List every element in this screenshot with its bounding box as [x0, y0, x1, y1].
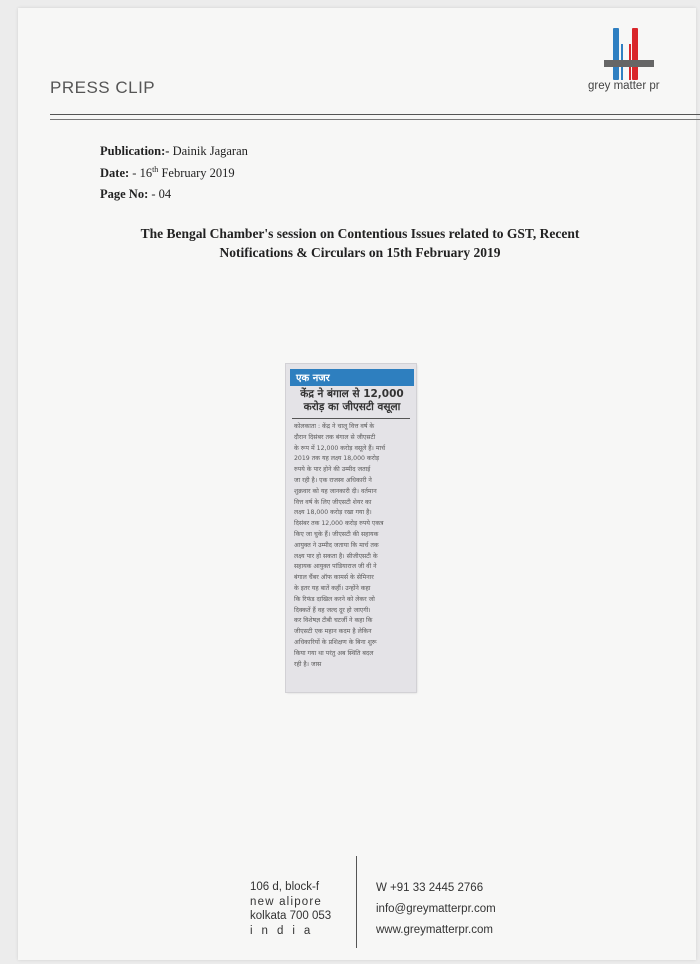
page-number-line: [100, 187, 171, 202]
clipping-body-line: आयुक्त ने उम्मीद जताया कि मार्च तक: [294, 541, 379, 549]
date-sup: th: [152, 165, 159, 174]
clipping-body-line: कोलकाता : केंद्र ने चालू वित्त वर्ष के: [294, 423, 375, 430]
clipping-body-line: किए जा चुके हैं। जीएसटी की सहायक: [294, 530, 379, 538]
headline-line-2: Notifications & Circulars on 15th February 2019: [219, 245, 501, 260]
page-title: PRESS CLIP: [50, 78, 156, 97]
email-link[interactable]: info@greymatterpr.com: [376, 903, 496, 915]
clipping-body-line: अधिकारियों के प्रशिक्षण के बिना शुरू: [294, 638, 377, 646]
clipping-headline-line-2: करोड़ का जीएसटी वसूला: [303, 401, 401, 413]
clipping-body-line: जीएसटी एक महान कदम है लेकिन: [294, 628, 372, 636]
publication-label: Publication:-: [100, 144, 170, 158]
header-divider-thin: [50, 119, 700, 120]
address-line-1: 106 d, block-f: [250, 881, 320, 893]
clipping-tag-label: एक नजर: [296, 373, 330, 384]
publication-value: Dainik Jagaran: [172, 144, 248, 158]
clipping-body-line: किया गया था परंतु अब स्थिति बदल: [294, 649, 374, 657]
event-headline: [110, 224, 610, 262]
date-line: [100, 165, 235, 181]
headline-line-1: The Bengal Chamber's session on Contentious Issues related to GST, Recent: [140, 226, 580, 241]
date-label: Date:: [100, 166, 130, 181]
address-line-4: india: [250, 924, 320, 937]
clipping-body-line: दिक्कतें हैं वह जल्द दूर हो जाएगी।: [294, 606, 371, 614]
clipping-headline: [292, 388, 412, 414]
clipping-body-line: लक्ष्य पार हो सकता है। सीजीएसटी के: [294, 552, 378, 560]
clipping-body-line: के इतर यह बातें कहीं। उन्होंने कहा: [294, 584, 371, 592]
clipping-body-line: दौरान दिसंबर तक बंगाल से जीएसटी: [294, 433, 376, 441]
newspaper-clipping: [286, 364, 416, 692]
clipping-body-line: रही है। जास: [294, 660, 322, 668]
clipping-body-line: वित्त वर्ष के लिए जीएसटी शेयर का: [294, 498, 372, 506]
website-link[interactable]: www.greymatterpr.com: [376, 924, 493, 936]
date-prefix: - 16: [132, 166, 153, 181]
clipping-body-line: जा रही है। एक राजस्व अधिकारी ने: [294, 476, 372, 484]
clipping-divider: [292, 418, 410, 419]
address-line-3: kolkata 700 053: [250, 910, 332, 922]
clipping-body-line: कर विशेषज्ञ टीबी चटर्जी ने कहा कि: [294, 617, 373, 625]
page-value: - 04: [151, 187, 172, 201]
header-divider: [50, 114, 700, 115]
clipping-body-line: शुक्रवार को यह जानकारी दी। वर्तमान: [294, 487, 377, 495]
clipping-body-line: सहायक आयुक्त पांडियाराज जी वी ने: [294, 563, 377, 571]
clipping-tag: [290, 369, 414, 386]
clipping-body-line: के रूप में 12,000 करोड़ वसूले हैं। मार्च: [294, 444, 386, 452]
footer-address: [250, 880, 350, 938]
clipping-headline-line-1: केंद्र ने बंगाल से 12,000: [300, 388, 404, 400]
date-suffix: February 2019: [158, 166, 235, 181]
page-label: Page No:: [100, 187, 149, 201]
footer-divider: [356, 856, 357, 948]
clipping-body-line: लक्ष्य 18,000 करोड़ रखा गया है।: [294, 509, 372, 517]
phone-number: W +91 33 2445 2766: [376, 882, 484, 894]
clipping-body-line: कि रिफंड दाखिल करने को लेकर जो: [294, 595, 375, 603]
clipping-body: [294, 422, 410, 670]
clipping-body-line: रुपये के पार होने की उम्मीद जताई: [294, 466, 371, 474]
clipping-body-line: दिसंबर तक 12,000 करोड़ रुपये एकत्र: [294, 520, 384, 528]
publication-line: [100, 144, 248, 159]
footer-contact: [376, 878, 496, 941]
clipping-body-line: बंगाल चैंबर ऑफ कामर्स के सेमिनार: [294, 574, 374, 582]
clipping-body-line: 2019 तक यह लक्ष्य 18,000 करोड़: [294, 455, 380, 463]
address-line-2: new alipore: [250, 895, 323, 908]
brand-name: grey matter pr: [588, 80, 660, 92]
